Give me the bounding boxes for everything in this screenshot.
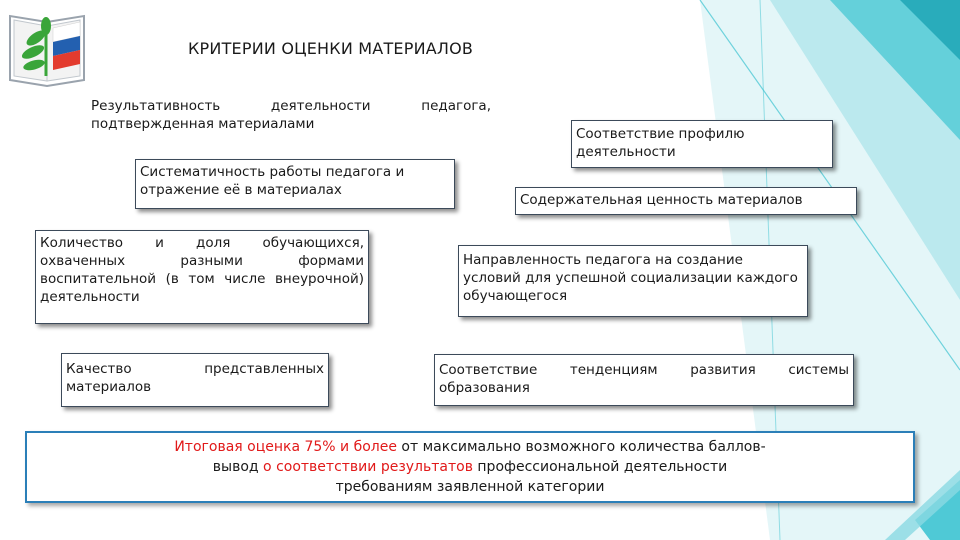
union-logo [6,4,88,88]
summary-line-1 [27,437,913,457]
summary-highlight-score: Итоговая оценка 75% и более [174,439,397,455]
criterion-profile-match: Соответствие профилю деятельности [571,120,833,168]
criterion-systematicity: Систематичность работы педагога и отражение её в материалах [135,159,455,209]
summary-text: вывод [212,459,264,475]
criterion-socialization: Направленность педагога на создание условий для успешной социализации каждого обучающегося [458,245,808,317]
summary-highlight-result: о соответствии результатов [263,459,473,475]
summary-line-3: требованиям заявленной категории [335,479,605,495]
summary-box [25,431,915,503]
summary-text: профессиональной деятельности [472,459,728,475]
criterion-effectiveness: Результативность деятельности педагога, подтвержденная материалами [86,95,496,137]
page-title: КРИТЕРИИ ОЦЕНКИ МАТЕРИАЛОВ [188,39,474,58]
summary-line-2 [27,457,913,477]
criterion-development-trends: Соответствие тенденциям развития системы образования [434,354,854,406]
criterion-content-value: Содержательная ценность материалов [515,187,857,215]
criterion-student-coverage: Количество и доля обучающихся, охваченных разными формами воспитательной (в том числе внеурочной) деятельности [35,230,369,324]
summary-text: от максимально возможного количества баллов- [396,439,766,455]
criterion-material-quality: Качество представленных материалов [61,353,329,407]
